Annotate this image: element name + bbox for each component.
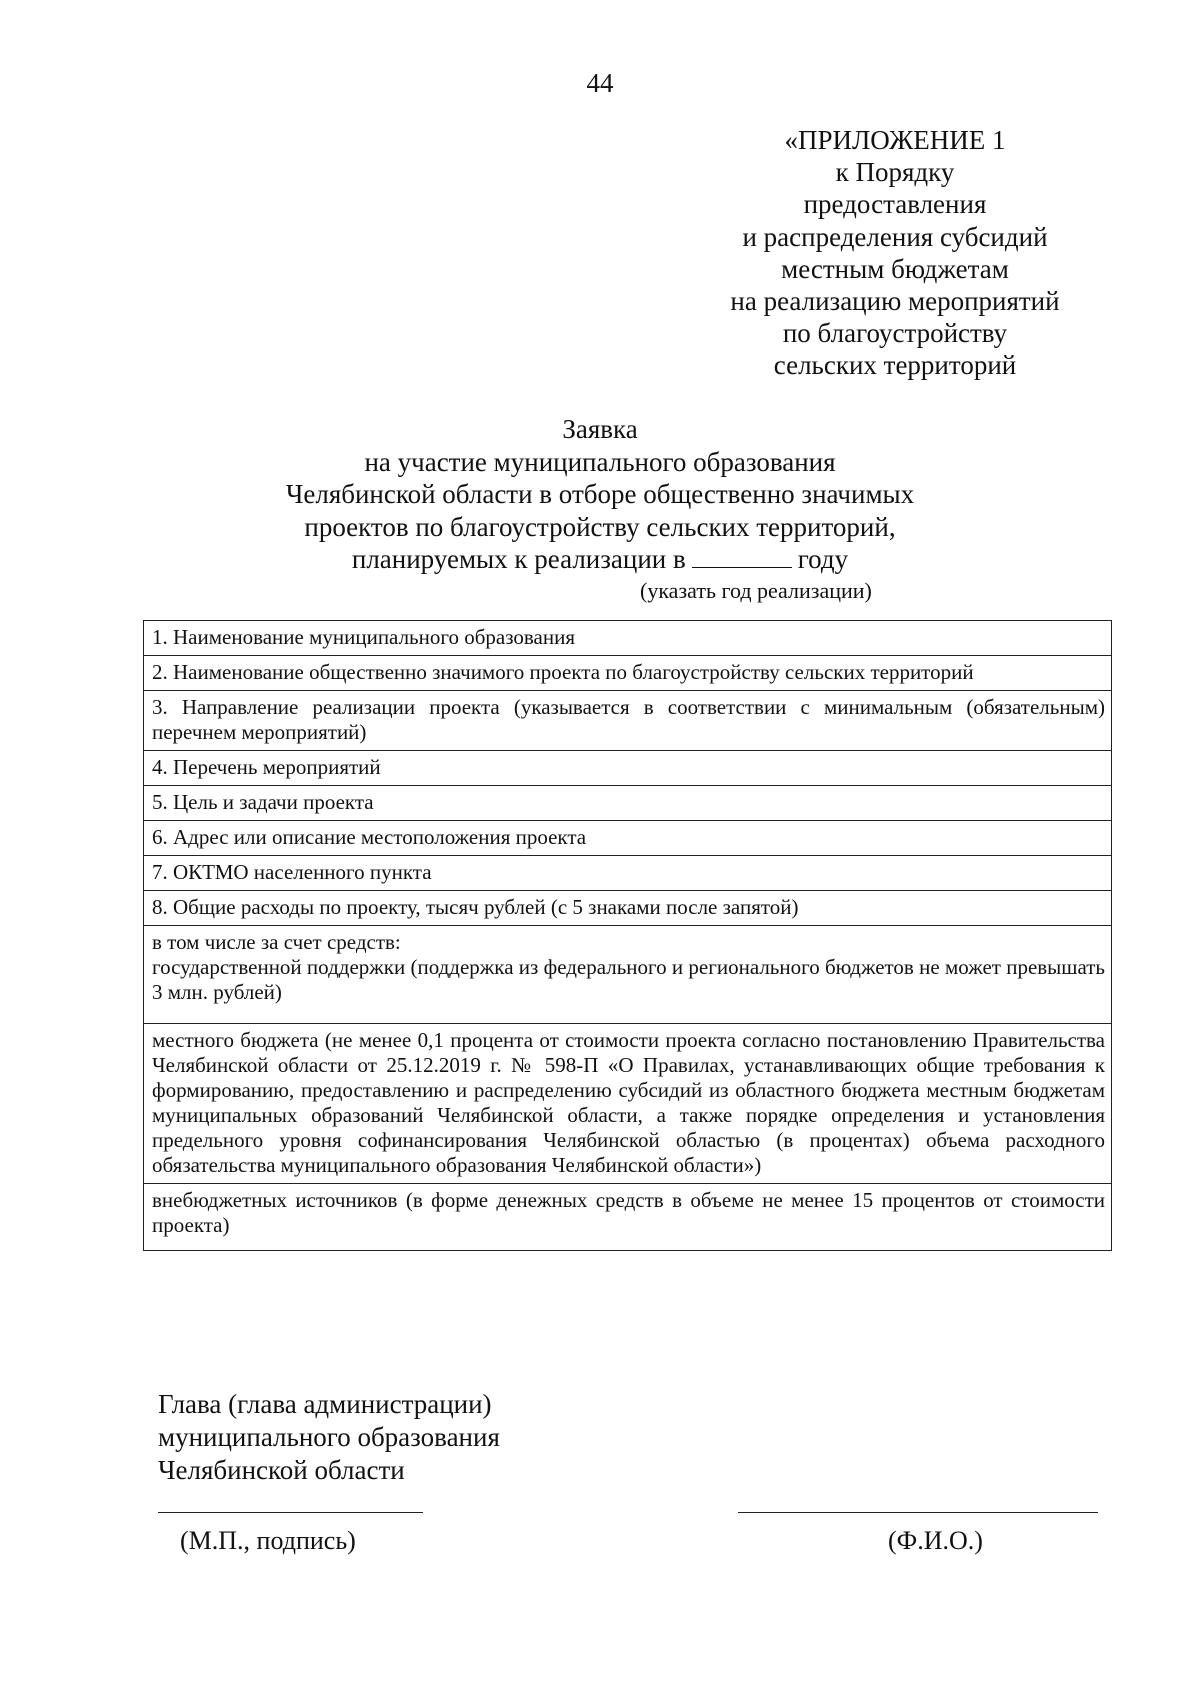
title-last-line	[250, 543, 950, 576]
form-row-state-support[interactable]	[144, 926, 1112, 1024]
form-row-oktmo[interactable]: 7. ОКТМО населенного пункта	[144, 856, 1112, 891]
year-hint: (указать год реализации)	[640, 578, 872, 603]
form-row-goals[interactable]: 5. Цель и задачи проекта	[144, 786, 1112, 821]
title-line: проектов по благоустройству сельских территорий,	[304, 511, 896, 542]
title-heading: Заявка	[562, 414, 638, 444]
title-last-line-suffix: году	[797, 544, 849, 574]
table-row	[144, 1024, 1112, 1184]
table-row	[144, 891, 1112, 926]
table-row	[144, 926, 1112, 1024]
appendix-line: предоставления	[803, 189, 987, 220]
form-row-address[interactable]: 6. Адрес или описание местоположения проекта	[144, 821, 1112, 856]
form-row-activities[interactable]: 4. Перечень мероприятий	[144, 751, 1112, 786]
page-number: 44	[586, 68, 614, 98]
funding-state-support: государственной поддержки (поддержка из федерального и регионального бюджетов не может превышать 3 млн. рублей)	[152, 955, 1105, 1004]
signatory-line: Глава (глава администрации)	[158, 1389, 492, 1419]
funding-intro: в том числе за счет средств:	[152, 930, 401, 954]
table-row	[144, 621, 1112, 656]
appendix-line: на реализацию мероприятий	[730, 286, 1060, 317]
form-row-project-name[interactable]: 2. Наименование общественно значимого проекта по благоустройству сельских территорий	[144, 656, 1112, 691]
year-blank-field[interactable]	[692, 547, 792, 568]
table-row	[144, 751, 1112, 786]
appendix-line: и распределения субсидий	[742, 221, 1048, 252]
table-row	[144, 821, 1112, 856]
signatory-line: муниципального образования	[158, 1422, 500, 1452]
signature-caption: (М.П., подпись)	[180, 1526, 356, 1555]
appendix-header	[690, 124, 1100, 382]
signatory-line: Челябинской области	[158, 1455, 405, 1485]
application-title	[250, 413, 950, 576]
full-name-caption: (Ф.И.О.)	[888, 1526, 983, 1555]
appendix-line: к Порядку	[835, 157, 955, 188]
table-row	[144, 691, 1112, 751]
signature-line[interactable]	[158, 1512, 423, 1513]
application-form-table	[143, 620, 1112, 1251]
full-name-line[interactable]	[738, 1512, 1098, 1513]
form-row-direction[interactable]: 3. Направление реализации проекта (указывается в соответствии с минимальным (обязательным) перечнем мероприятий)	[144, 691, 1112, 751]
table-row	[144, 856, 1112, 891]
appendix-line: сельских территорий	[773, 350, 1017, 381]
appendix-line: «ПРИЛОЖЕНИЕ 1	[784, 125, 1006, 155]
form-row-total-costs[interactable]: 8. Общие расходы по проекту, тысяч рублей (с 5 знаками после запятой)	[144, 891, 1112, 926]
title-line: на участие муниципального образования	[364, 446, 836, 477]
form-row-municipality[interactable]: 1. Наименование муниципального образования	[144, 621, 1112, 656]
table-row	[144, 656, 1112, 691]
title-last-line-prefix: планируемых к реализации в	[351, 544, 686, 574]
appendix-line: местным бюджетам	[781, 253, 1009, 284]
form-row-local-budget[interactable]: местного бюджета (не менее 0,1 процента от стоимости проекта согласно постановлению Правительства Челябинской области от 25.12.2019 г. № 598-П «О Правилах, устанавливающих общие требования к формированию, предоставлению и распределению субсидий из областного бюджета местным бюджетам муниципальных образований Челябинской области, а также порядке определения и установления предельного уровня софинансирования Челябинской областью (в процентах) объема расходного обязательства муниципального образования Челябинской области»)	[144, 1024, 1112, 1184]
signature-block	[158, 1388, 500, 1487]
table-row	[144, 1184, 1112, 1251]
appendix-line: по благоустройству	[782, 318, 1008, 349]
form-row-extrabudgetary[interactable]: внебюджетных источников (в форме денежных средств в объеме не менее 15 процентов от стоимости проекта)	[144, 1184, 1112, 1251]
table-row	[144, 786, 1112, 821]
title-line: Челябинской области в отборе общественно значимых	[285, 479, 915, 509]
